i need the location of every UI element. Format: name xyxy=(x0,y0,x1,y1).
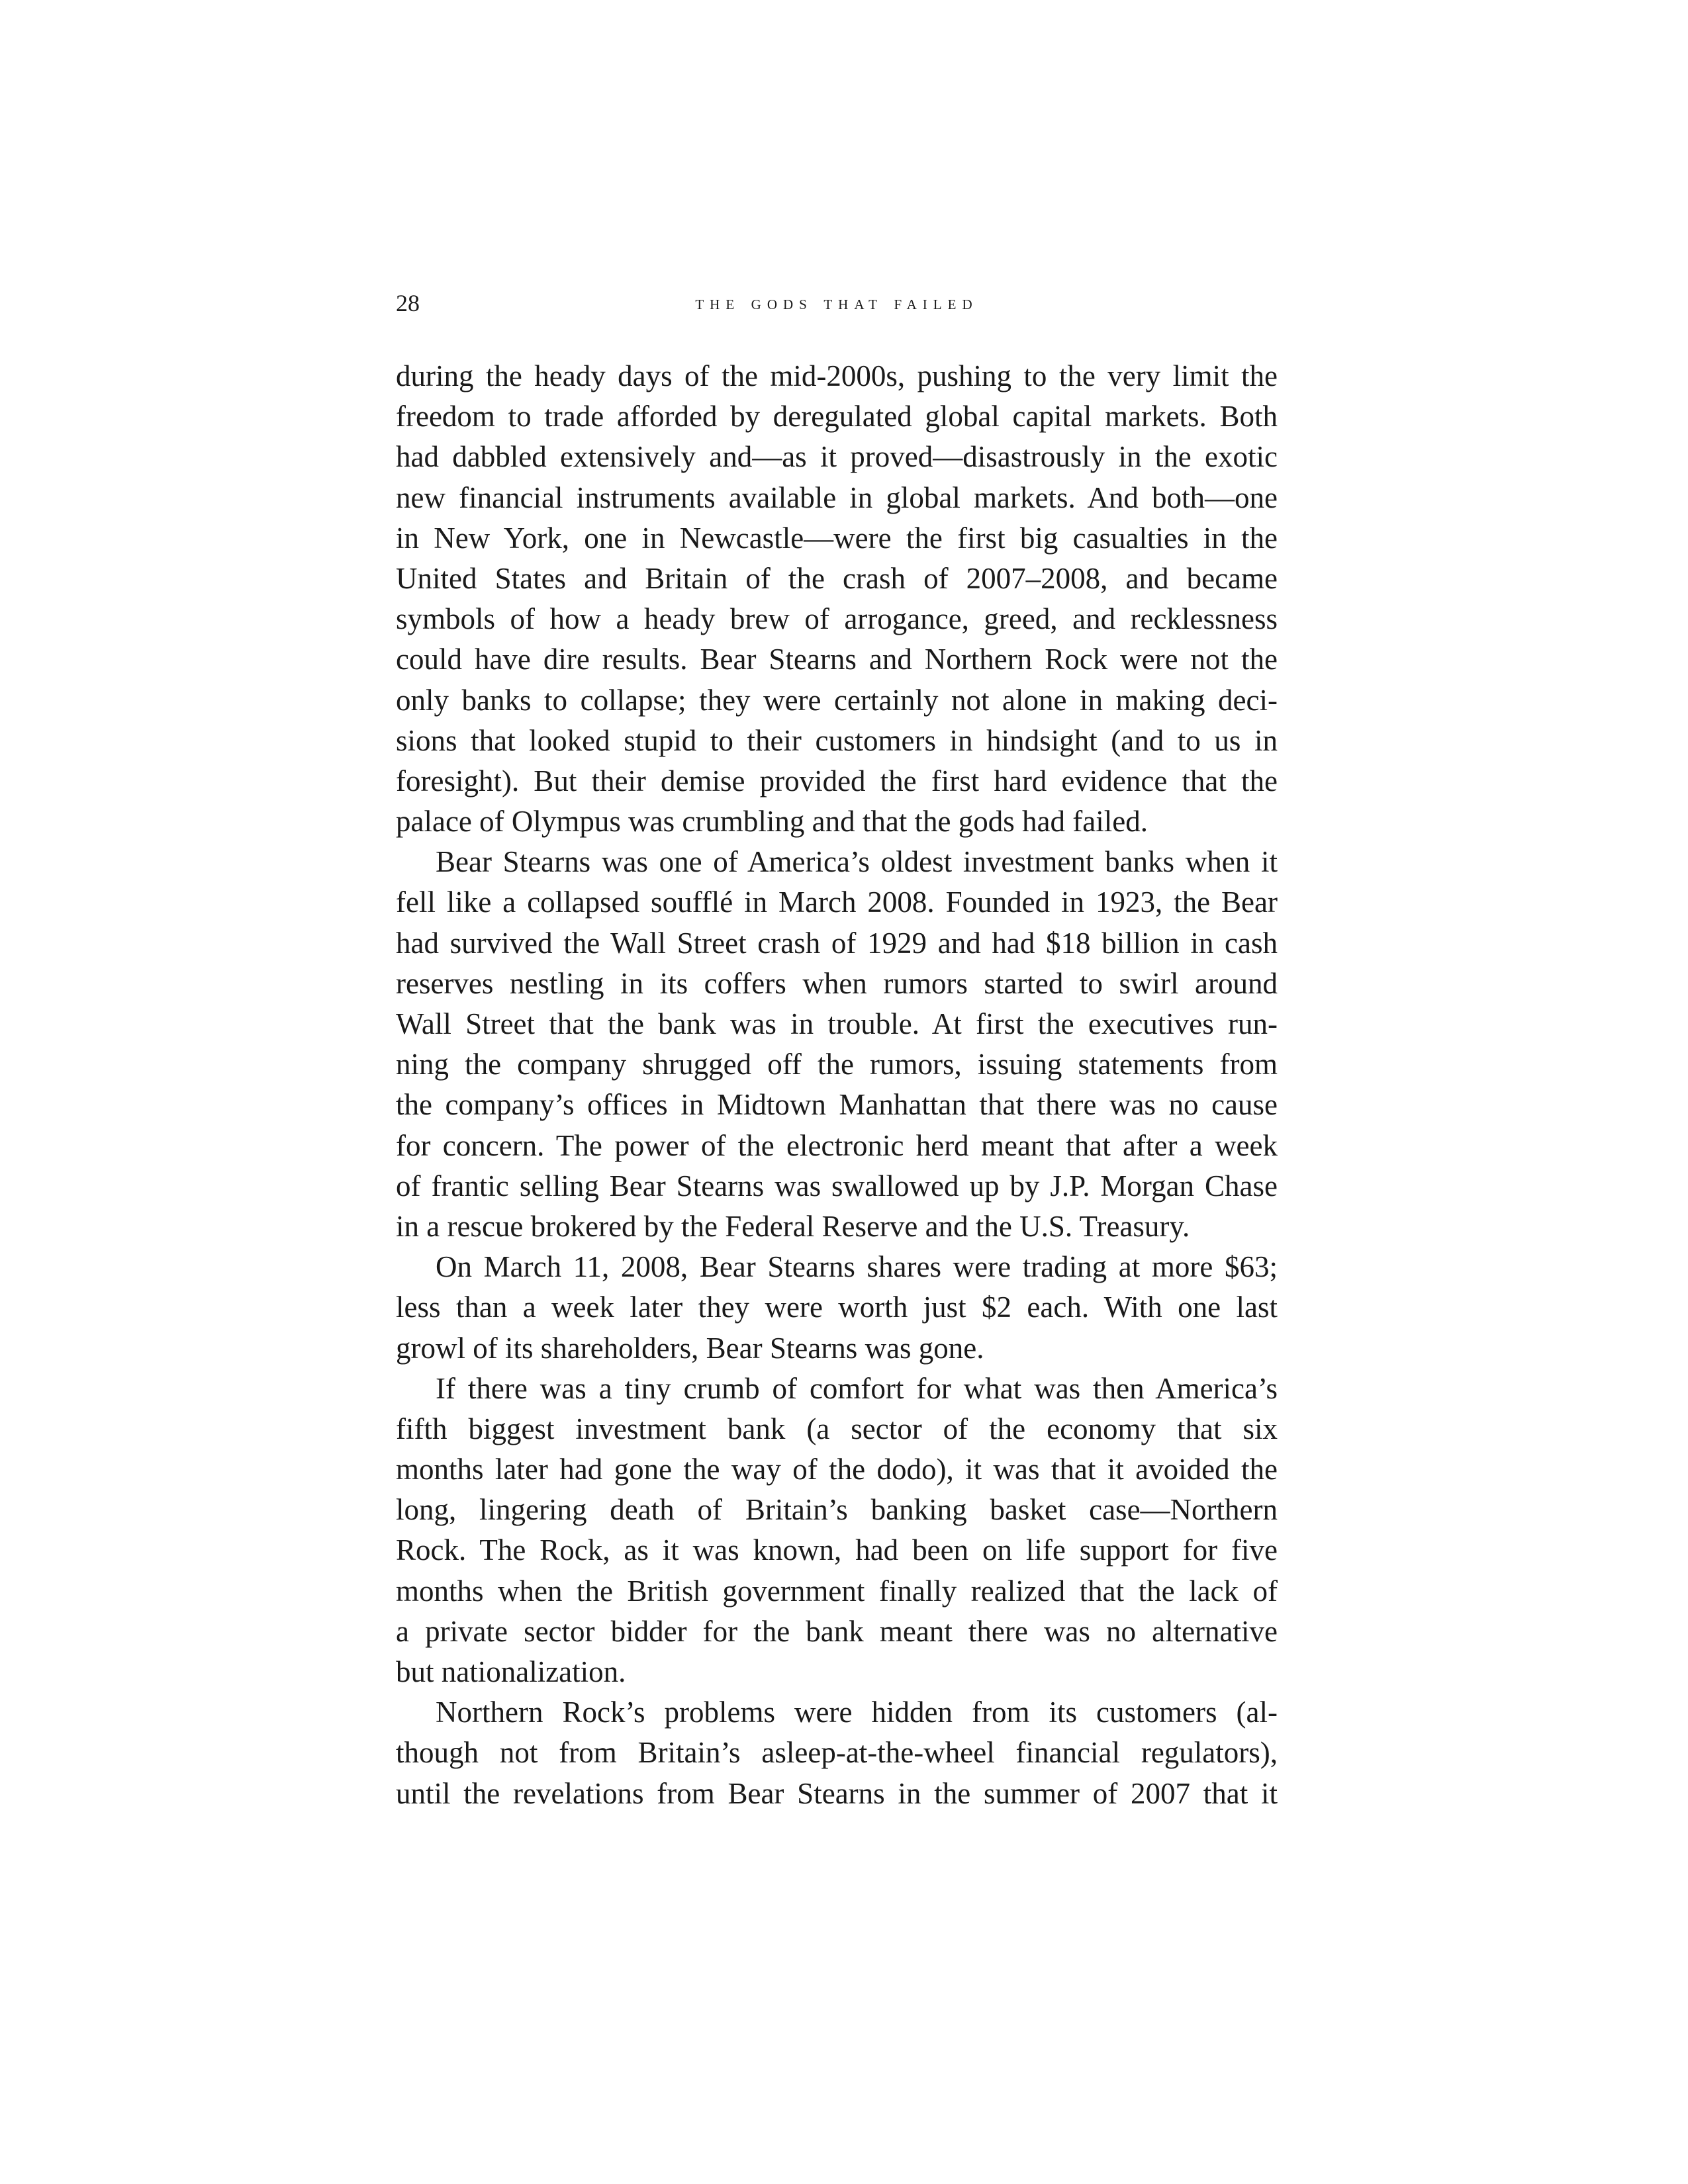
book-title: the gods that failed xyxy=(695,292,978,314)
text-line: symbols of how a heady brew of arrogance, greed, and recklessness xyxy=(396,602,1278,636)
text-line: fifth biggest investment bank (a sector of the economy that six xyxy=(396,1412,1278,1445)
paragraph-1 xyxy=(396,356,1278,842)
paragraph-4 xyxy=(396,1369,1278,1693)
text-line: ning the company shrugged off the rumors, issuing statements from xyxy=(396,1048,1278,1081)
text-line: Wall Street that the bank was in trouble. At first the executives run- xyxy=(396,1007,1278,1040)
text-line: but nationalization. xyxy=(396,1655,626,1688)
text-line: palace of Olympus was crumbling and that the gods had failed. xyxy=(396,805,1148,839)
text-line: the company’s offices in Midtown Manhattan that there was no cause xyxy=(396,1088,1278,1122)
text-line: a private sector bidder for the bank meant there was no alternative xyxy=(396,1614,1278,1648)
text-line: could have dire results. Bear Stearns and Northern Rock were not the xyxy=(396,643,1278,676)
text-line: during the heady days of the mid-2000s, pushing to the very limit the xyxy=(396,359,1278,392)
text-line: fell like a collapsed soufflé in March 2008. Founded in 1923, the Bear xyxy=(396,886,1278,919)
text-line: in a rescue brokered by the Federal Reserve and the U.S. Treasury. xyxy=(396,1209,1190,1243)
running-head xyxy=(396,285,1278,322)
paragraph-5 xyxy=(396,1692,1278,1814)
text-line: growl of its shareholders, Bear Stearns was gone. xyxy=(396,1331,984,1365)
text-line: United States and Britain of the crash of 2007–2008, and became xyxy=(396,561,1278,595)
text-line: had survived the Wall Street crash of 1929 and had $18 billion in cash xyxy=(396,926,1278,960)
page-number: 28 xyxy=(396,290,420,316)
text-line: for concern. The power of the electronic herd meant that after a week xyxy=(396,1128,1278,1162)
text-line: of frantic selling Bear Stearns was swallowed up by J.P. Morgan Chase xyxy=(396,1169,1278,1203)
text-line: foresight). But their demise provided the first hard evidence that the xyxy=(396,764,1278,797)
text-line: months when the British government finally realized that the lack of xyxy=(396,1574,1278,1608)
text-line: months later had gone the way of the dodo), it was that it avoided the xyxy=(396,1453,1278,1486)
text-line: freedom to trade afforded by deregulated global capital markets. Both xyxy=(396,400,1278,433)
body-text xyxy=(396,356,1278,1814)
text-line: sions that looked stupid to their customers in hindsight (and to us in xyxy=(396,723,1278,757)
text-line: until the revelations from Bear Stearns in the summer of 2007 that it xyxy=(396,1776,1278,1810)
text-line: less than a week later they were worth just $2 each. With one last xyxy=(396,1291,1278,1324)
text-line: only banks to collapse; they were certainly not alone in making deci- xyxy=(396,683,1278,717)
text-line: though not from Britain’s asleep-at-the-wheel financial regulators), xyxy=(396,1736,1278,1770)
text-line: Rock. The Rock, as it was known, had been on life support for five xyxy=(396,1533,1278,1567)
text-line: Bear Stearns was one of America’s oldest investment banks when it xyxy=(436,845,1278,879)
text-line: Northern Rock’s problems were hidden from its customers (al- xyxy=(436,1696,1278,1729)
text-line: reserves nestling in its coffers when rumors started to swirl around xyxy=(396,966,1278,1000)
text-line: new financial instruments available in global markets. And both—one xyxy=(396,480,1278,514)
text-line: long, lingering death of Britain’s banking basket case—Northern xyxy=(396,1493,1278,1527)
paragraph-3 xyxy=(396,1247,1278,1369)
text-line: If there was a tiny crumb of comfort for what was then America’s xyxy=(436,1371,1278,1405)
text-line: had dabbled extensively and—as it proved—disastrously in the exotic xyxy=(396,440,1278,474)
text-line: On March 11, 2008, Bear Stearns shares were trading at more $63; xyxy=(436,1250,1278,1284)
paragraph-2 xyxy=(396,842,1278,1247)
text-line: in New York, one in Newcastle—were the first big casualties in the xyxy=(396,521,1278,555)
